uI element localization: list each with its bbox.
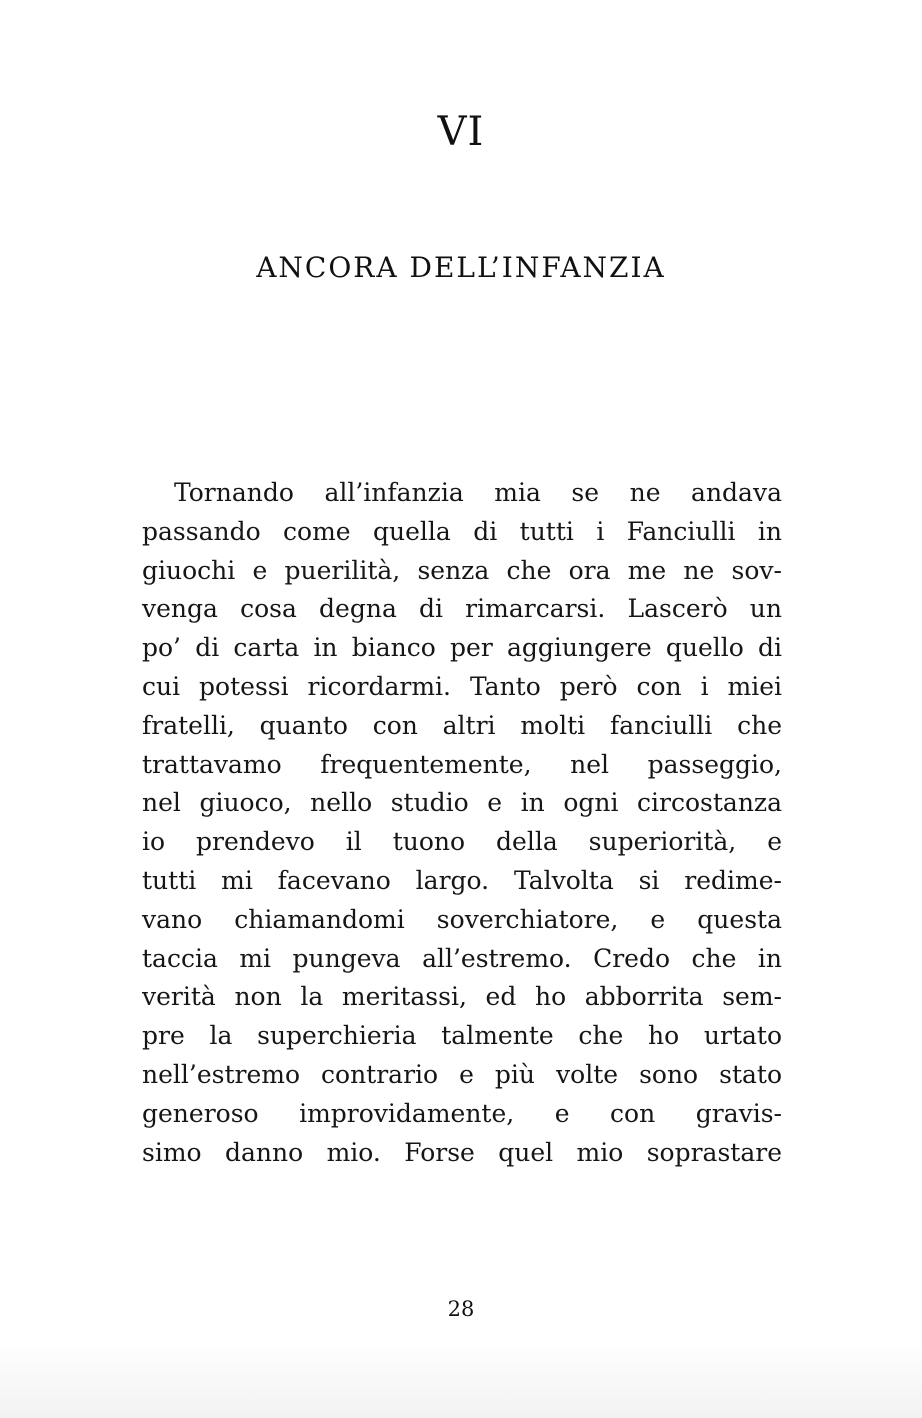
text-line: io prendevo il tuono della superiorità, e [142,827,782,857]
text-line: verità non la meritassi, ed ho abborrita sem- [142,982,782,1012]
text-line: tutti mi facevano largo. Talvolta si redime- [142,865,782,895]
text-line: giuochi e puerilità, senza che ora me ne sov- [142,555,782,585]
text-line: nell’estremo contrario e più volte sono stato [142,1059,782,1089]
text-line: cui potessi ricordarmi. Tanto però con i miei [142,671,782,701]
text-line: po’ di carta in bianco per aggiungere quello di [142,633,782,663]
body-paragraph [142,474,782,1172]
text-line: trattavamo frequentemente, nel passeggio, [142,749,782,779]
text-line: pre la superchieria talmente che ho urtato [142,1021,782,1051]
text-line: simo danno mio. Forse quel mio soprastare [142,1137,782,1167]
page-number: 28 [447,1297,475,1321]
text-line: vano chiamandomi soverchiatore, e questa [142,904,782,934]
chapter-number: VI [437,109,485,155]
text-line: fratelli, quanto con altri molti fanciulli che [142,710,782,740]
text-line: taccia mi pungeva all’estremo. Credo che in [142,943,782,973]
text-line: passando come quella di tutti i Fanciulli in [142,516,782,546]
text-line: generoso improvidamente, e con gravis- [142,1098,782,1128]
text-line: nel giuoco, nello studio e in ogni circostanza [142,788,782,818]
text-line: venga cosa degna di rimarcarsi. Lascerò un [142,594,782,624]
chapter-title: ANCORA DELL’INFANZIA [256,251,666,284]
text-line: Tornando all’infanzia mia se ne andava [174,478,782,507]
